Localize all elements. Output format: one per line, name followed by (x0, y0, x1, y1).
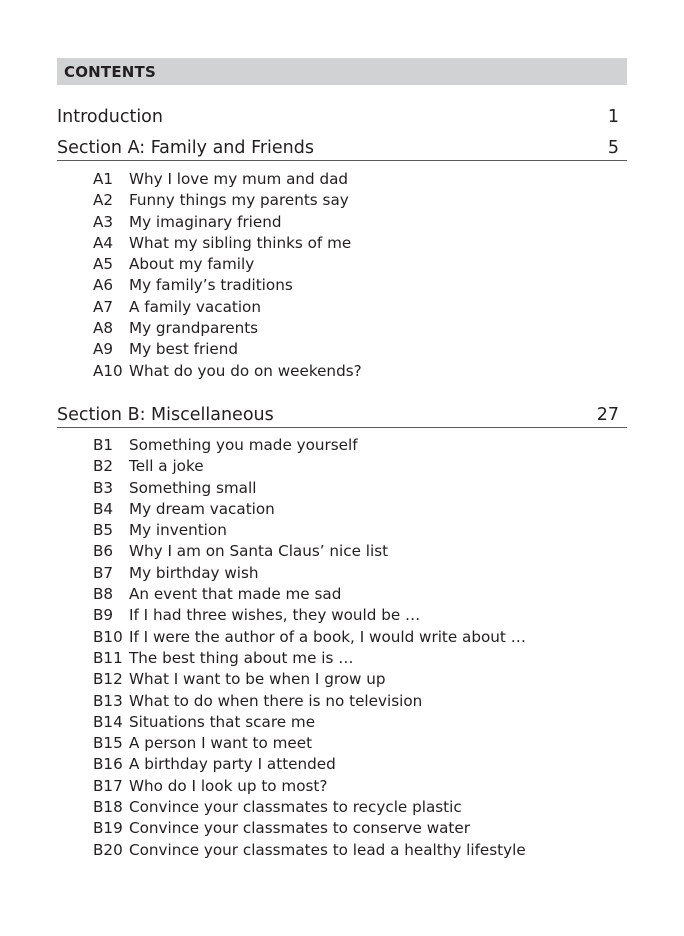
item-code: A2 (93, 191, 114, 210)
toc-item-a3[interactable] (57, 212, 627, 233)
section-b-page-number: 27 (596, 404, 619, 425)
contents-page (57, 58, 627, 861)
item-code: B14 (93, 712, 123, 731)
toc-item-a9[interactable] (57, 339, 627, 360)
item-code: B20 (93, 840, 123, 859)
item-title: A person I want to meet (129, 734, 313, 753)
item-title: My birthday wish (129, 563, 259, 582)
toc-item-a6[interactable] (57, 275, 627, 296)
item-code: A4 (93, 233, 114, 252)
introduction-label: Introduction (57, 107, 163, 127)
section-b-title: Section B: Miscellaneous (57, 404, 274, 425)
toc-item-b15[interactable] (57, 733, 627, 754)
item-code: B3 (93, 478, 114, 497)
item-title: My best friend (129, 340, 239, 359)
item-title: What I want to be when I grow up (129, 670, 386, 689)
toc-item-b6[interactable] (57, 541, 627, 562)
item-title: Convince your classmates to conserve water (129, 819, 470, 838)
item-title: Tell a joke (129, 457, 204, 476)
section-a-heading[interactable] (57, 136, 627, 161)
toc-item-b19[interactable] (57, 818, 627, 839)
item-code: B16 (93, 755, 123, 774)
item-code: B9 (93, 606, 114, 625)
item-code: A5 (93, 255, 114, 274)
toc-item-b8[interactable] (57, 584, 627, 605)
toc-entry-introduction[interactable] (57, 107, 627, 131)
toc-item-b7[interactable] (57, 563, 627, 584)
item-title: My imaginary friend (129, 212, 282, 231)
toc-item-a2[interactable] (57, 190, 627, 211)
toc-item-b2[interactable] (57, 456, 627, 477)
item-code: A1 (93, 170, 114, 188)
item-code: B18 (93, 798, 123, 817)
toc-item-b1[interactable] (57, 435, 627, 456)
item-code: B1 (93, 435, 114, 454)
item-code: A8 (93, 319, 114, 338)
item-code: B8 (93, 585, 114, 604)
item-title: Funny things my parents say (129, 191, 349, 210)
item-code: B7 (93, 563, 114, 582)
toc-item-b16[interactable] (57, 754, 627, 775)
toc-item-b11[interactable] (57, 648, 627, 669)
item-title: An event that made me sad (129, 585, 342, 604)
toc-item-b3[interactable] (57, 478, 627, 499)
item-code: B2 (93, 457, 114, 476)
section-a-list (57, 169, 627, 382)
toc-item-a8[interactable] (57, 318, 627, 339)
toc-item-a7[interactable] (57, 297, 627, 318)
item-title: The best thing about me is … (129, 648, 354, 667)
item-code: B6 (93, 542, 114, 561)
item-title: My dream vacation (129, 499, 275, 518)
item-title: Something small (129, 478, 257, 497)
item-title: If I were the author of a book, I would write about … (129, 627, 526, 646)
section-b-list (57, 435, 627, 861)
item-title: Something you made yourself (129, 435, 358, 454)
item-code: A7 (93, 297, 114, 316)
item-title: What do you do on weekends? (129, 361, 362, 380)
item-code: B11 (93, 648, 123, 667)
toc-item-a5[interactable] (57, 254, 627, 275)
toc-item-b14[interactable] (57, 712, 627, 733)
contents-title: CONTENTS (64, 62, 156, 81)
item-code: B13 (93, 691, 123, 710)
item-title: A birthday party I attended (129, 755, 336, 774)
item-code: A3 (93, 212, 114, 231)
item-title: What to do when there is no television (129, 691, 423, 710)
item-code: B10 (93, 627, 123, 646)
section-a-page-number: 5 (607, 138, 619, 158)
contents-header (57, 58, 627, 85)
item-code: B5 (93, 521, 114, 540)
item-code: B17 (93, 776, 123, 795)
item-code: B12 (93, 670, 123, 689)
item-title: Why I love my mum and dad (129, 170, 349, 188)
introduction-page-number: 1 (607, 107, 619, 127)
item-title: What my sibling thinks of me (129, 233, 352, 252)
item-title: My grandparents (129, 319, 259, 338)
toc-item-b13[interactable] (57, 691, 627, 712)
item-title: A family vacation (129, 297, 261, 316)
toc-item-a1[interactable] (57, 169, 627, 190)
item-title: My family’s traditions (129, 276, 293, 295)
toc-item-b17[interactable] (57, 776, 627, 797)
item-title: Convince your classmates to recycle plastic (129, 798, 462, 817)
toc-item-a10[interactable] (57, 361, 627, 382)
item-code: A9 (93, 340, 114, 359)
item-code: B15 (93, 734, 123, 753)
item-title: About my family (129, 255, 255, 274)
item-code: B4 (93, 499, 114, 518)
item-title: Who do I look up to most? (129, 776, 328, 795)
section-b-heading[interactable] (57, 403, 627, 428)
item-code: A10 (93, 361, 123, 380)
toc-item-a4[interactable] (57, 233, 627, 254)
toc-item-b20[interactable] (57, 840, 627, 861)
toc-item-b12[interactable] (57, 669, 627, 690)
toc-item-b4[interactable] (57, 499, 627, 520)
item-title: If I had three wishes, they would be … (129, 606, 421, 625)
toc-item-b10[interactable] (57, 627, 627, 648)
item-title: Why I am on Santa Claus’ nice list (129, 542, 389, 561)
toc-item-b18[interactable] (57, 797, 627, 818)
toc-item-b9[interactable] (57, 605, 627, 626)
item-title: My invention (129, 521, 227, 540)
toc-item-b5[interactable] (57, 520, 627, 541)
item-title: Situations that scare me (129, 712, 316, 731)
section-a-title: Section A: Family and Friends (57, 138, 314, 158)
item-code: B19 (93, 819, 123, 838)
item-title: Convince your classmates to lead a healthy lifestyle (129, 840, 526, 859)
item-code: A6 (93, 276, 114, 295)
